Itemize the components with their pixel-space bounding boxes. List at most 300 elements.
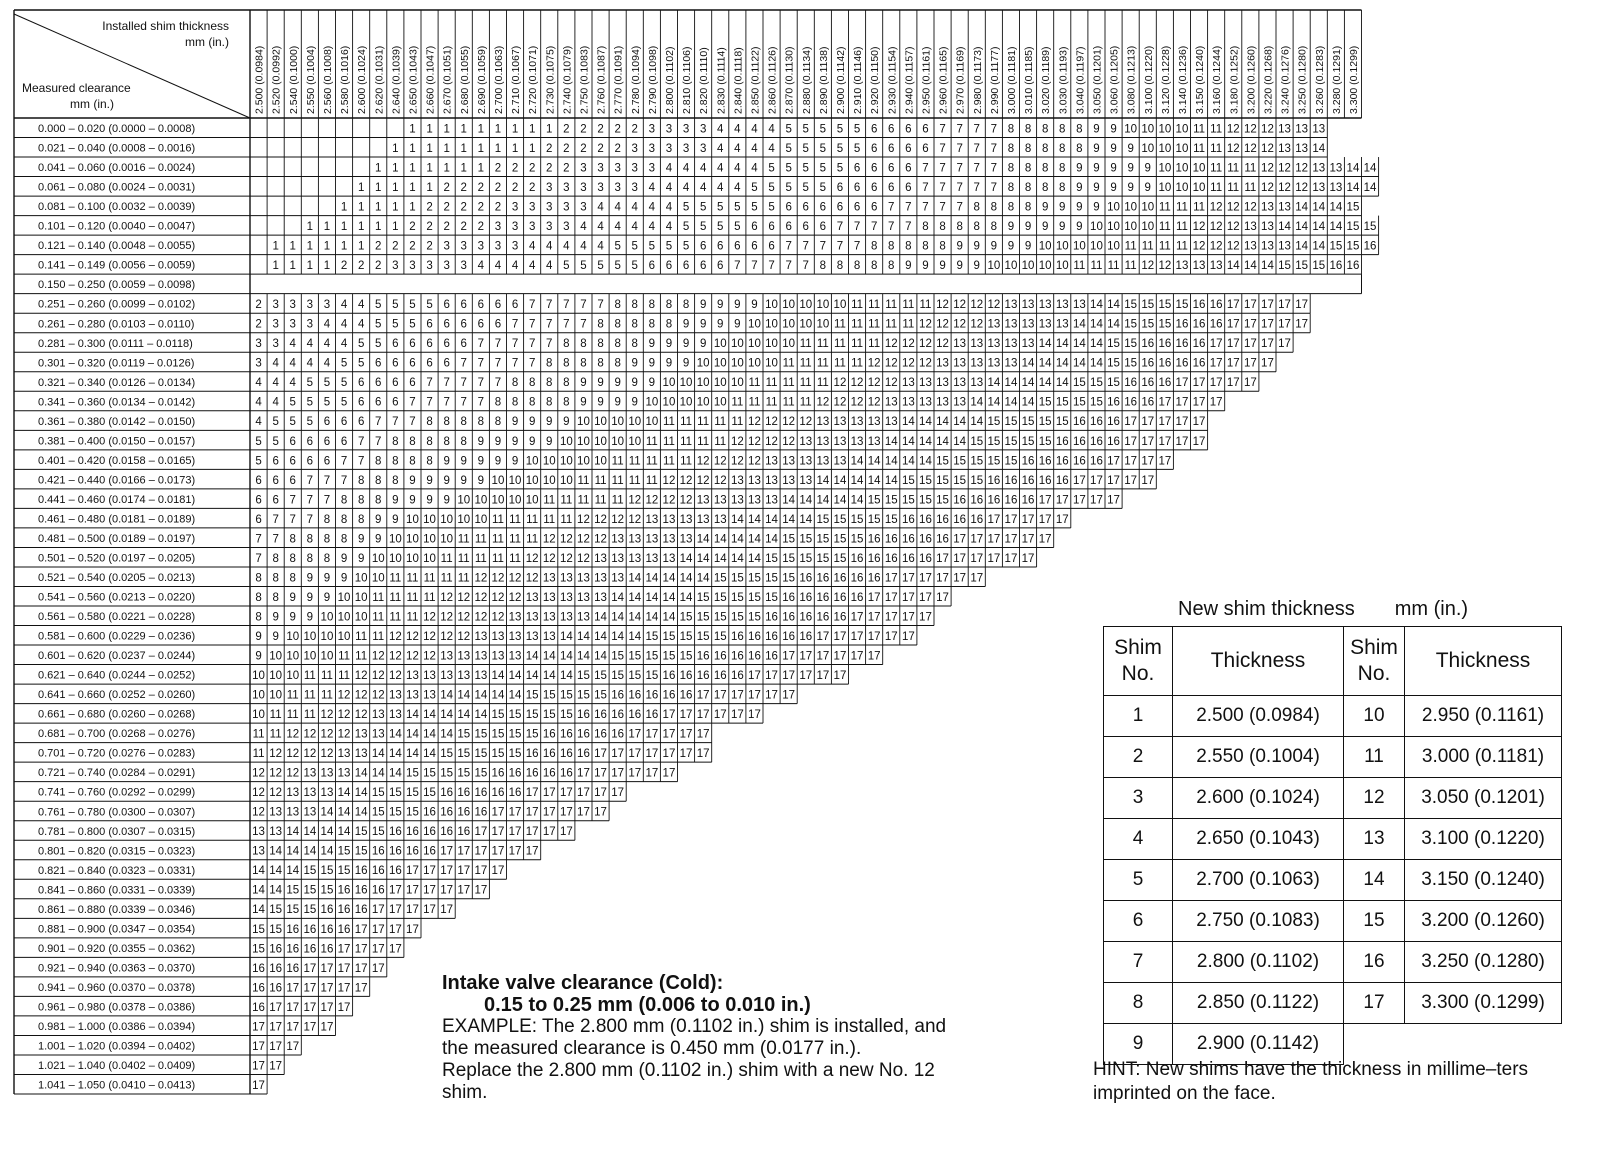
- shim-number-cell: 13: [1243, 240, 1257, 253]
- shim-number-cell: 10: [303, 650, 317, 663]
- hint-text: HINT: New shims have the thickness in millime–ters imprinted on the face.: [1093, 1059, 1529, 1104]
- shim-number-cell: 2: [443, 221, 450, 234]
- thickness-cell: 2.700 (0.1063): [1173, 860, 1344, 901]
- column-header-label: 2.870 (0.1130): [783, 46, 796, 114]
- shim-number-cell: 17: [1175, 396, 1189, 409]
- shim-number-cell: 13: [799, 474, 813, 487]
- shim-number-cell: 5: [802, 162, 809, 175]
- shim-number-cell: 15: [559, 709, 573, 722]
- shim-number-cell: 13: [303, 787, 317, 800]
- row-label: 0.441 – 0.460 (0.0174 – 0.0181): [38, 493, 196, 506]
- shim-number-cell: 16: [884, 552, 898, 565]
- shim-number-cell: 14: [1055, 357, 1069, 370]
- shim-number-cell: 16: [1363, 240, 1377, 253]
- column-header-label: 2.770 (0.1091): [612, 45, 625, 114]
- shim-number-cell: 17: [508, 806, 522, 819]
- shim-number-cell: 8: [1059, 162, 1066, 175]
- column-header-label: 2.700 (0.1063): [492, 45, 505, 114]
- shim-number-cell: 17: [1107, 474, 1120, 487]
- shim-number-cell: 15: [645, 650, 659, 663]
- shim-number-cell: 16: [850, 552, 864, 565]
- shim-number-cell: 15: [799, 552, 813, 565]
- shim-number-cell: 16: [816, 611, 830, 624]
- table-row: [1104, 819, 1562, 860]
- shim-number-cell: 7: [990, 123, 998, 136]
- shim-number-cell: 16: [953, 494, 967, 507]
- shim-number-cell: 10: [1004, 260, 1018, 273]
- shim-number-cell: 5: [699, 221, 707, 234]
- shim-number-cell: 7: [802, 260, 809, 273]
- shim-number-cell: 5: [751, 182, 758, 195]
- shim-number-cell: 11: [1107, 260, 1120, 273]
- shim-number-cell: 13: [577, 591, 590, 604]
- shim-number-cell: 13: [491, 630, 505, 643]
- shim-number-cell: 6: [751, 221, 758, 234]
- shim-number-cell: 10: [474, 494, 488, 507]
- shim-number-cell: 14: [1346, 182, 1360, 195]
- shim-number-cell: 1: [357, 182, 365, 195]
- shim-number-cell: 14: [748, 513, 761, 526]
- shim-number-cell: 6: [699, 260, 707, 273]
- shim-number-cell: 17: [748, 709, 761, 722]
- shim-number-cell: 10: [799, 299, 813, 312]
- shim-number-cell: 1: [340, 240, 348, 253]
- shim-number-cell: 16: [953, 513, 967, 526]
- shim-number-cell: 5: [768, 201, 775, 214]
- shim-number-cell: 8: [511, 396, 519, 409]
- shim-number-cell: 9: [460, 474, 467, 487]
- shim-number-cell: 16: [867, 572, 881, 585]
- shim-number-cell: 13: [337, 767, 351, 780]
- shim-number-cell: 1: [306, 240, 314, 253]
- shim-number-cell: 11: [680, 435, 693, 448]
- shim-number-cell: 16: [867, 533, 881, 546]
- shim-number-cell: 8: [1059, 123, 1066, 136]
- shim-number-cell: 15: [1090, 377, 1103, 390]
- shim-number-cell: 13: [884, 416, 898, 429]
- shim-number-cell: 4: [306, 338, 314, 351]
- shim-number-cell: 11: [902, 318, 915, 331]
- shim-number-cell: 17: [1175, 435, 1189, 448]
- shim-number-cell: 10: [457, 513, 471, 526]
- shim-number-cell: 15: [936, 494, 949, 507]
- shim-number-cell: 14: [303, 826, 317, 839]
- shim-number-cell: 13: [423, 689, 436, 702]
- row-label: 0.601 – 0.620 (0.0237 – 0.0244): [38, 650, 196, 663]
- shim-number-cell: 13: [816, 416, 830, 429]
- row-label: 0.861 – 0.880 (0.0339 – 0.0346): [38, 903, 196, 916]
- shim-number-cell: 7: [409, 396, 416, 409]
- shim-number-cell: 17: [953, 552, 967, 565]
- table-header-row: [1104, 627, 1562, 696]
- shim-number-cell: 12: [765, 416, 778, 429]
- shim-number-cell: 15: [542, 709, 556, 722]
- shim-number-cell: 12: [1226, 201, 1240, 214]
- shim-number-cell: 15: [696, 611, 710, 624]
- shim-number-cell: 2: [597, 142, 604, 155]
- shim-number-cell: 14: [662, 591, 676, 604]
- shim-number-cell: 17: [337, 982, 351, 995]
- thickness-cell: 3.200 (0.1260): [1405, 901, 1562, 942]
- shim-number-cell: 13: [1261, 221, 1274, 234]
- shim-number-cell: 16: [508, 787, 522, 800]
- shim-number-cell: 17: [1141, 416, 1155, 429]
- shim-number-cell: 14: [1329, 201, 1343, 214]
- shim-number-cell: 11: [645, 435, 658, 448]
- shim-number-cell: 1: [392, 162, 399, 175]
- shim-number-cell: 15: [320, 865, 334, 878]
- shim-number-cell: 1: [392, 182, 399, 195]
- shim-number-cell: 7: [768, 260, 775, 273]
- shim-number-cell: 11: [799, 357, 812, 370]
- shim-number-cell: 17: [440, 845, 454, 858]
- shim-number-cell: 15: [1329, 240, 1343, 253]
- column-header-label: 2.760 (0.1087): [595, 45, 608, 114]
- shim-number-cell: 10: [269, 689, 283, 702]
- shim-number-cell: 1: [409, 142, 416, 155]
- shim-number-cell: 13: [799, 435, 813, 448]
- shim-number-cell: 9: [1093, 123, 1100, 136]
- shim-number-cell: 9: [375, 533, 382, 546]
- shim-number-cell: 11: [1175, 240, 1188, 253]
- shim-number-cell: 11: [1244, 182, 1257, 195]
- shim-number-cell: 6: [392, 338, 399, 351]
- note-title: Intake valve clearance (Cold):: [442, 972, 724, 994]
- shim-number-cell: 16: [611, 709, 625, 722]
- shim-number-cell: 15: [406, 787, 419, 800]
- row-label: 0.921 – 0.940 (0.0363 – 0.0370): [38, 962, 196, 975]
- shim-number-cell: 14: [748, 533, 761, 546]
- shim-number-cell: 13: [457, 650, 471, 663]
- column-header-label: 2.540 (0.1000): [287, 45, 300, 114]
- shim-number-cell: 14: [1295, 240, 1309, 253]
- shim-number-cell: 3: [631, 182, 638, 195]
- shim-number-cell: 15: [474, 728, 488, 741]
- shim-number-cell: 15: [1090, 396, 1103, 409]
- shim-number-cell: 10: [491, 474, 505, 487]
- shim-number-cell: 11: [303, 709, 316, 722]
- shim-number-cell: 15: [901, 494, 915, 507]
- row-label: 0.961 – 0.980 (0.0378 – 0.0386): [38, 1001, 196, 1014]
- shim-number-cell: 12: [970, 299, 984, 312]
- shim-number-cell: 10: [645, 396, 659, 409]
- shim-number-cell: 11: [782, 357, 795, 370]
- shim-number-cell: 16: [252, 982, 265, 995]
- shim-number-cell: 15: [884, 513, 898, 526]
- shim-number-cell: 13: [748, 494, 761, 507]
- shim-number-cell: 6: [443, 299, 450, 312]
- shim-number-cell: 17: [696, 709, 710, 722]
- shim-number-cell: 8: [340, 494, 348, 507]
- clearance-note: [442, 972, 1082, 1104]
- shim-number-cell: 5: [614, 260, 621, 273]
- shim-number-cell: 11: [748, 396, 761, 409]
- shim-no-cell: 4: [1104, 819, 1173, 860]
- shim-number-cell: 11: [1090, 260, 1103, 273]
- shim-number-cell: 12: [696, 474, 710, 487]
- shim-number-cell: 6: [272, 455, 279, 468]
- shim-number-cell: 9: [289, 591, 296, 604]
- shim-number-cell: 3: [289, 318, 296, 331]
- shim-number-cell: 17: [1192, 396, 1206, 409]
- shim-number-cell: 16: [782, 591, 796, 604]
- shim-number-cell: 14: [936, 435, 949, 448]
- shim-number-cell: 4: [665, 162, 673, 175]
- shim-number-cell: 16: [1072, 455, 1086, 468]
- shim-number-cell: 15: [679, 630, 693, 643]
- shim-number-cell: 11: [680, 455, 693, 468]
- shim-number-cell: 15: [970, 455, 984, 468]
- shim-number-cell: 17: [320, 982, 334, 995]
- shim-number-cell: 16: [970, 494, 984, 507]
- shim-number-cell: 13: [628, 533, 642, 546]
- shim-number-cell: 1: [289, 240, 296, 253]
- shim-number-cell: 14: [919, 455, 932, 468]
- shim-number-cell: 16: [1192, 318, 1206, 331]
- shim-number-cell: 4: [682, 162, 690, 175]
- column-header-label: 3.240 (0.1276): [1279, 45, 1292, 114]
- shim-number-cell: 14: [1312, 221, 1326, 234]
- shim-number-cell: 1: [272, 260, 279, 273]
- column-header-label: 3.080 (0.1213): [1125, 45, 1138, 114]
- shim-number-cell: 7: [922, 201, 929, 214]
- shim-number-cell: 16: [628, 709, 642, 722]
- shim-number-cell: 17: [833, 630, 847, 643]
- shim-number-cell: 7: [836, 221, 844, 234]
- shim-number-cell: 14: [474, 709, 488, 722]
- shim-number-cell: 13: [662, 552, 676, 565]
- shim-number-cell: 6: [734, 240, 741, 253]
- shim-number-cell: 8: [546, 357, 553, 370]
- shim-number-cell: 7: [785, 260, 792, 273]
- row-label: 0.501 – 0.520 (0.0197 – 0.0205): [38, 552, 196, 565]
- shim-number-cell: 14: [1038, 338, 1052, 351]
- shim-number-cell: 11: [851, 357, 864, 370]
- shim-number-cell: 9: [255, 630, 262, 643]
- shim-number-cell: 12: [559, 552, 573, 565]
- shim-number-cell: 15: [457, 748, 471, 761]
- shim-number-cell: 17: [354, 982, 368, 995]
- note-example-line-1: EXAMPLE: The 2.800 mm (0.1102 in.) shim is installed, and: [442, 1016, 947, 1037]
- shim-number-cell: 7: [289, 494, 296, 507]
- shim-number-cell: 9: [665, 338, 673, 351]
- shim-number-cell: 6: [255, 513, 262, 526]
- shim-number-cell: 14: [508, 670, 522, 683]
- shim-number-cell: 11: [286, 689, 299, 702]
- shim-number-cell: 7: [511, 338, 519, 351]
- column-header-label: 2.980 (0.1173): [971, 46, 984, 114]
- shim-number-cell: 10: [765, 299, 778, 312]
- shim-number-cell: 13: [559, 611, 573, 624]
- shim-number-cell: 15: [577, 670, 590, 683]
- shim-number-cell: 4: [751, 123, 758, 136]
- shim-number-cell: 10: [1090, 221, 1103, 234]
- shim-number-cell: 11: [406, 611, 419, 624]
- shim-number-cell: 3: [546, 201, 553, 214]
- shim-number-cell: 2: [255, 318, 262, 331]
- shim-number-cell: 8: [631, 318, 638, 331]
- shim-number-cell: 17: [457, 845, 471, 858]
- shim-number-cell: 12: [1226, 123, 1240, 136]
- shim-number-cell: 10: [1021, 260, 1035, 273]
- shim-number-cell: 9: [409, 474, 416, 487]
- shim-number-cell: 14: [628, 572, 642, 585]
- shim-number-cell: 14: [1278, 221, 1291, 234]
- shim-number-cell: 13: [713, 494, 727, 507]
- shim-number-cell: 14: [1072, 357, 1086, 370]
- shim-number-cell: 15: [713, 572, 727, 585]
- shim-number-cell: 4: [528, 240, 536, 253]
- shim-number-cell: 9: [682, 357, 690, 370]
- shim-number-cell: 12: [884, 357, 898, 370]
- shim-number-cell: 17: [1261, 357, 1274, 370]
- shim-number-cell: 15: [1124, 357, 1138, 370]
- shim-number-cell: 5: [580, 260, 587, 273]
- shim-number-cell: 8: [460, 435, 467, 448]
- shim-number-cell: 14: [730, 533, 744, 546]
- shim-number-cell: 14: [867, 455, 881, 468]
- shim-number-cell: 17: [1243, 318, 1257, 331]
- shim-number-cell: 11: [833, 338, 846, 351]
- shim-number-cell: 8: [597, 318, 604, 331]
- shim-number-cell: 13: [525, 611, 539, 624]
- shim-number-cell: 2: [511, 162, 519, 175]
- shim-number-cell: 17: [919, 572, 932, 585]
- shim-number-cell: 14: [919, 435, 932, 448]
- shim-number-cell: 7: [819, 240, 827, 253]
- note-spec: 0.15 to 0.25 mm (0.006 to 0.010 in.): [484, 994, 811, 1016]
- shim-number-cell: 10: [765, 338, 778, 351]
- shim-number-cell: 11: [543, 513, 556, 526]
- shim-number-cell: 12: [1261, 123, 1274, 136]
- shim-number-cell: 14: [406, 709, 419, 722]
- shim-number-cell: 16: [1124, 396, 1138, 409]
- shim-number-cell: 11: [611, 494, 624, 507]
- shim-number-cell: 14: [713, 533, 727, 546]
- row-label: 0.621 – 0.640 (0.0244 – 0.0252): [38, 669, 196, 682]
- shim-number-cell: 17: [867, 611, 881, 624]
- shim-number-cell: 15: [337, 865, 351, 878]
- shim-number-cell: 7: [460, 377, 467, 390]
- shim-number-cell: 13: [936, 396, 949, 409]
- shim-number-cell: 9: [1127, 182, 1134, 195]
- shim-number-cell: 17: [970, 533, 984, 546]
- shim-number-cell: 15: [371, 806, 385, 819]
- shim-number-cell: 15: [730, 611, 744, 624]
- shim-number-cell: 8: [494, 416, 502, 429]
- shim-number-cell: 10: [371, 572, 385, 585]
- shim-number-cell: 14: [1090, 318, 1103, 331]
- shim-number-cell: 14: [1329, 221, 1343, 234]
- shim-number-cell: 15: [748, 591, 761, 604]
- shim-number-cell: 3: [272, 338, 279, 351]
- shim-number-cell: 12: [696, 455, 710, 468]
- shim-number-cell: 6: [905, 123, 912, 136]
- shim-number-cell: 13: [508, 630, 522, 643]
- shim-number-cell: 16: [577, 709, 590, 722]
- shim-number-cell: 8: [1007, 201, 1015, 214]
- shim-number-cell: 11: [1141, 240, 1154, 253]
- shim-number-cell: 16: [799, 591, 813, 604]
- shim-number-cell: 15: [713, 630, 727, 643]
- shim-number-cell: 17: [679, 728, 693, 741]
- shim-number-cell: 1: [460, 142, 467, 155]
- shim-number-cell: 17: [371, 962, 385, 975]
- shim-number-cell: 8: [306, 552, 314, 565]
- shim-number-cell: 17: [1038, 513, 1052, 526]
- shim-number-cell: 9: [905, 260, 912, 273]
- shim-number-cell: 5: [802, 182, 809, 195]
- shim-number-cell: 15: [491, 728, 505, 741]
- shim-number-cell: 8: [460, 416, 467, 429]
- shim-number-cell: 17: [269, 1001, 283, 1014]
- row-label: 0.000 – 0.020 (0.0000 – 0.0008): [38, 123, 196, 136]
- shim-number-cell: 6: [443, 318, 450, 331]
- shim-number-cell: 11: [1210, 123, 1223, 136]
- shim-number-cell: 17: [474, 845, 488, 858]
- shim-number-cell: 14: [252, 884, 265, 897]
- shim-number-cell: 17: [1209, 338, 1223, 351]
- shim-number-cell: 5: [682, 201, 690, 214]
- row-label: 0.381 – 0.400 (0.0150 – 0.0157): [38, 435, 196, 448]
- shim-number-cell: 16: [354, 865, 368, 878]
- shim-number-cell: 9: [597, 377, 604, 390]
- shim-number-cell: 3: [255, 357, 262, 370]
- shim-number-cell: 4: [597, 201, 604, 214]
- shim-number-cell: 2: [477, 201, 485, 214]
- shim-number-cell: 17: [901, 630, 915, 643]
- shim-number-cell: 16: [782, 611, 796, 624]
- shim-number-cell: 13: [713, 513, 727, 526]
- shim-number-cell: 13: [1072, 299, 1086, 312]
- shim-number-cell: 9: [631, 396, 638, 409]
- shim-number-cell: 5: [699, 201, 707, 214]
- shim-number-cell: 16: [936, 533, 949, 546]
- shim-number-cell: 4: [751, 142, 758, 155]
- shim-number-cell: 17: [423, 865, 436, 878]
- shim-number-cell: 12: [594, 513, 607, 526]
- shim-number-cell: 16: [799, 572, 813, 585]
- shim-number-cell: 9: [597, 396, 604, 409]
- shim-number-cell: 8: [580, 338, 587, 351]
- shim-number-cell: 13: [440, 670, 454, 683]
- shim-number-cell: 7: [563, 299, 570, 312]
- shim-number-cell: 1: [477, 162, 485, 175]
- shim-number-cell: 11: [1175, 221, 1188, 234]
- shim-number-cell: 4: [323, 357, 331, 370]
- shim-number-cell: 2: [528, 182, 536, 195]
- shim-number-cell: 16: [730, 630, 744, 643]
- shim-number-cell: 16: [525, 748, 539, 761]
- shim-number-cell: 7: [426, 396, 433, 409]
- shim-number-cell: 10: [457, 494, 471, 507]
- shim-number-cell: 11: [1193, 201, 1206, 214]
- shim-number-cell: 16: [491, 787, 505, 800]
- shim-number-cell: 17: [423, 884, 436, 897]
- shim-number-cell: 7: [734, 260, 741, 273]
- shim-number-cell: 9: [272, 611, 279, 624]
- shim-number-cell: 2: [375, 240, 382, 253]
- shim-number-cell: 16: [440, 806, 454, 819]
- shim-number-cell: 2: [494, 201, 502, 214]
- shim-number-cell: 17: [850, 611, 864, 624]
- shim-number-cell: 17: [1226, 377, 1240, 390]
- shim-number-cell: 8: [836, 260, 844, 273]
- shim-number-cell: 6: [375, 357, 382, 370]
- shim-number-cell: 15: [1038, 435, 1052, 448]
- shim-number-cell: 15: [320, 884, 334, 897]
- shim-number-cell: 11: [594, 474, 607, 487]
